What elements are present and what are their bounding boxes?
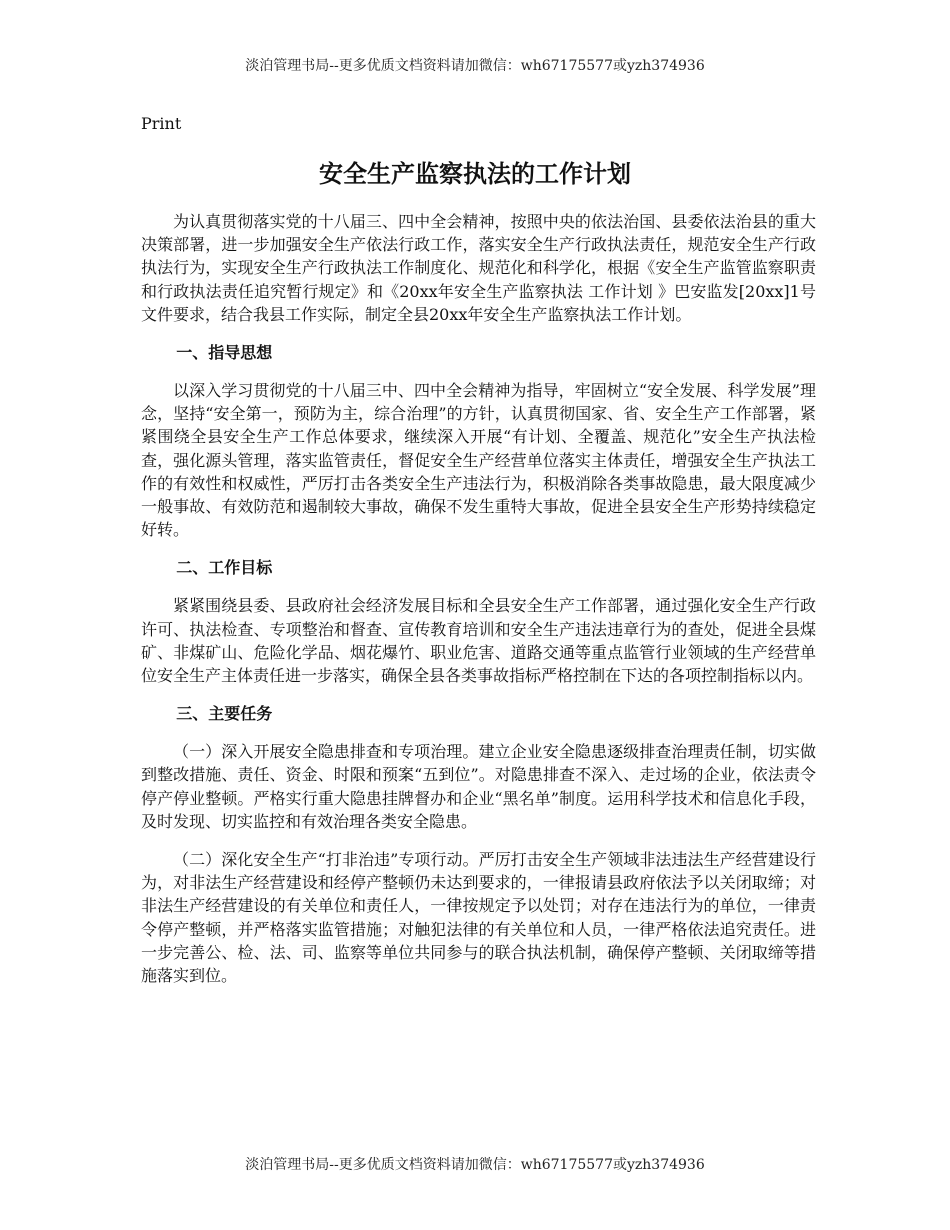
intro-paragraph: 为认真贯彻落实党的十八届三、四中全会精神，按照中央的依法治国、县委依法治县的重大决策部署，进一步加强安全生产依法行政工作，落实安全生产行政执法责任，规范安全生产行政执法行为，实现安全生产行政执法工作制度化、规范化和科学化，根据《安全生产监管监察职责和行政执法责任追究暂行规定》和《20xx年安全生产监察执法 工作计划 》巴安监发[20xx]1号文件要求，结合我县工作实际，制定全县20xx年安全生产监察执法工作计划。 bbox=[141, 212, 816, 324]
section-heading-main-tasks: 三、主要任务 bbox=[176, 704, 273, 724]
section-paragraph: 以深入学习贯彻党的十八届三中、四中全会精神为指导，牢固树立“安全发展、科学发展”理念，坚持“安全第一，预防为主，综合治理”的方针，认真贯彻国家、省、安全生产工作部署，紧紧围绕全县安全生产工作总体要求，继续深入开展“有计划、全覆盖、规范化”安全生产执法检查，强化源头管理，落实监管责任，督促安全生产经营单位落实主体责任，增强安全生产执法工作的有效性和权威性，严厉打击各类安全生产违法行为，积极消除各类事故隐患，最大限度减少一般事故、有效防范和遏制较大事故，确保不发生重特大事故，促进全县安全生产形势持续稳定好转。 bbox=[141, 381, 816, 540]
section-heading-guiding-ideology: 一、指导思想 bbox=[176, 343, 273, 363]
document-body bbox=[141, 210, 816, 1002]
print-label: Print bbox=[141, 114, 182, 133]
page-header: 淡泊管理书局--更多优质文档资料请加微信：wh67175577或yzh374936 bbox=[245, 58, 705, 74]
document-title: 安全生产监察执法的工作计划 bbox=[319, 159, 631, 188]
section-paragraph: （二）深化安全生产“打非治违”专项行动。严厉打击安全生产领域非法违法生产经营建设行为，对非法生产经营建设和经停产整顿仍未达到要求的，一律报请县政府依法予以关闭取缔；对非法生产经营建设的有关单位和责任人，一律按规定予以处罚；对存在违法行为的单位，一律责令停产整顿，并严格落实监管措施；对触犯法律的有关单位和人员，一律严格依法追究责任。进一步完善公、检、法、司、监察等单位共同参与的联合执法机制，确保停产整顿、关闭取缔等措施落实到位。 bbox=[141, 850, 816, 986]
section-heading-work-goals: 二、工作目标 bbox=[176, 558, 273, 578]
section-paragraph: （一）深入开展安全隐患排查和专项治理。建立企业安全隐患逐级排查治理责任制，切实做到整改措施、责任、资金、时限和预案“五到位”。对隐患排查不深入、走过场的企业，依法责令停产停业整顿。严格实行重大隐患挂牌督办和企业“黑名单”制度。运用科学技术和信息化手段，及时发现、切实监控和有效治理各类安全隐患。 bbox=[141, 742, 816, 831]
section-paragraph: 紧紧围绕县委、县政府社会经济发展目标和全县安全生产工作部署，通过强化安全生产行政许可、执法检查、专项整治和督查、宣传教育培训和安全生产违法违章行为的查处，促进全县煤矿、非煤矿山、危险化学品、烟花爆竹、职业危害、道路交通等重点监管行业领域的生产经营单位安全生产主体责任进一步落实，确保全县各类事故指标严格控制在下达的各项控制指标以内。 bbox=[141, 596, 816, 686]
page-footer: 淡泊管理书局--更多优质文档资料请加微信：wh67175577或yzh374936 bbox=[245, 1157, 705, 1173]
